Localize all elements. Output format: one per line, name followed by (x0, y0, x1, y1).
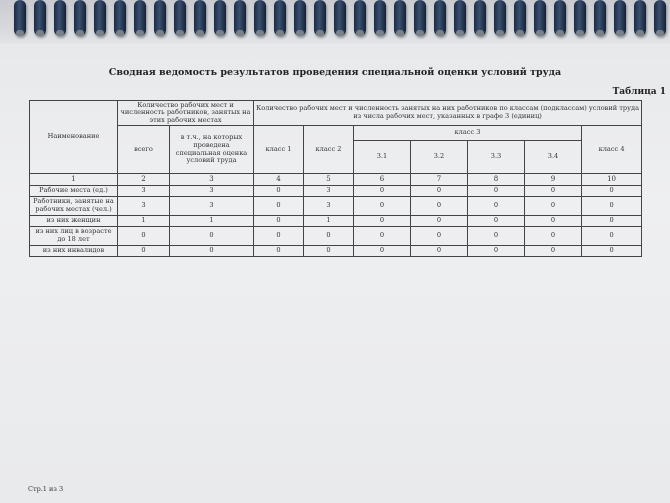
header-class4: класс 4 (582, 126, 642, 174)
row-label: из них женщин (30, 216, 118, 227)
table-cell: 0 (468, 216, 525, 227)
table-cell: 0 (582, 186, 642, 197)
table-cell: 0 (582, 197, 642, 216)
binding-hole (336, 30, 344, 36)
binding-hole (216, 30, 224, 36)
table-cell: 0 (411, 216, 468, 227)
column-number: 3 (170, 174, 254, 186)
column-number: 9 (525, 174, 582, 186)
spiral-binding (0, 0, 670, 44)
header-class3: класс 3 (354, 126, 582, 141)
binding-hole (36, 30, 44, 36)
row-label: Рабочие места (ед.) (30, 186, 118, 197)
table-cell: 0 (411, 197, 468, 216)
binding-hole (416, 30, 424, 36)
table-cell: 0 (525, 186, 582, 197)
table-cell: 0 (525, 246, 582, 257)
table-row (30, 246, 642, 257)
table-cell: 0 (468, 197, 525, 216)
binding-hole (656, 30, 664, 36)
table-cell: 0 (304, 227, 354, 246)
table-cell: 0 (582, 216, 642, 227)
table-cell: 3 (118, 197, 170, 216)
column-number: 1 (30, 174, 118, 186)
binding-hole (496, 30, 504, 36)
binding-hole (156, 30, 164, 36)
binding-hole (76, 30, 84, 36)
binding-hole (456, 30, 464, 36)
table-cell: 0 (354, 227, 411, 246)
binding-hole (436, 30, 444, 36)
table-label: Таблица 1 (612, 87, 666, 97)
table-cell: 0 (468, 246, 525, 257)
table-cell: 0 (468, 227, 525, 246)
binding-hole (276, 30, 284, 36)
binding-hole (16, 30, 24, 36)
column-number: 7 (411, 174, 468, 186)
binding-hole (96, 30, 104, 36)
binding-hole (116, 30, 124, 36)
column-number: 6 (354, 174, 411, 186)
binding-hole (596, 30, 604, 36)
binding-hole (256, 30, 264, 36)
header-sub32: 3.2 (411, 141, 468, 174)
table-cell: 0 (170, 246, 254, 257)
table-row (30, 227, 642, 246)
binding-hole (536, 30, 544, 36)
binding-hole (556, 30, 564, 36)
header-workplaces-group: Количество рабочих мест и численность работников, занятых на этих рабочих местах (118, 101, 254, 126)
table-cell: 0 (411, 227, 468, 246)
column-number: 2 (118, 174, 170, 186)
binding-hole (136, 30, 144, 36)
binding-hole (576, 30, 584, 36)
binding-hole (516, 30, 524, 36)
table-cell: 0 (468, 186, 525, 197)
row-label: Работники, занятые на рабочих местах (чел.) (30, 197, 118, 216)
table-cell: 0 (304, 246, 354, 257)
table-row (30, 216, 642, 227)
binding-hole (356, 30, 364, 36)
binding-hole (616, 30, 624, 36)
row-label: из них инвалидов (30, 246, 118, 257)
binding-hole (396, 30, 404, 36)
table-cell: 0 (411, 186, 468, 197)
header-name: Наименование (30, 101, 118, 174)
table-cell: 1 (118, 216, 170, 227)
header-sub34: 3.4 (525, 141, 582, 174)
header-class2: класс 2 (304, 126, 354, 174)
binding-hole (196, 30, 204, 36)
binding-hole (176, 30, 184, 36)
table-row (30, 186, 642, 197)
column-number: 5 (304, 174, 354, 186)
header-class1: класс 1 (254, 126, 304, 174)
summary-table (29, 100, 642, 257)
table-cell: 0 (354, 186, 411, 197)
table-row (30, 197, 642, 216)
binding-hole (376, 30, 384, 36)
table-cell: 3 (170, 197, 254, 216)
table-cell: 3 (118, 186, 170, 197)
binding-hole (316, 30, 324, 36)
header-assessed: в т.ч., на которых проведена специальная оценка условий труда (170, 126, 254, 174)
table-cell: 0 (354, 197, 411, 216)
table-cell: 0 (354, 216, 411, 227)
column-number: 4 (254, 174, 304, 186)
table-cell: 3 (304, 186, 354, 197)
table-cell: 0 (254, 197, 304, 216)
table-cell: 3 (170, 186, 254, 197)
column-number: 10 (582, 174, 642, 186)
column-number: 8 (468, 174, 525, 186)
table-cell: 0 (582, 227, 642, 246)
table-cell: 0 (254, 227, 304, 246)
table-cell: 0 (354, 246, 411, 257)
header-classes-group: Количество рабочих мест и численность занятых на них работников по классам (подклассам) условий труда из числа рабочих мест, указанных в графе 3 (единиц) (254, 101, 642, 126)
header-sub33: 3.3 (468, 141, 525, 174)
row-label: из них лиц в возрасте до 18 лет (30, 227, 118, 246)
binding-hole (476, 30, 484, 36)
binding-hole (296, 30, 304, 36)
document-title: Сводная ведомость результатов проведения специальной оценки условий труда (108, 67, 562, 78)
table-cell: 0 (254, 186, 304, 197)
binding-hole (236, 30, 244, 36)
table-cell: 3 (304, 197, 354, 216)
table-cell: 0 (254, 216, 304, 227)
table-cell: 0 (525, 216, 582, 227)
table-cell: 0 (118, 227, 170, 246)
header-sub31: 3.1 (354, 141, 411, 174)
table-cell: 0 (170, 227, 254, 246)
page-number: Стр.1 из 3 (28, 485, 64, 493)
table-cell: 1 (170, 216, 254, 227)
table-cell: 0 (582, 246, 642, 257)
table-cell: 0 (118, 246, 170, 257)
table-cell: 0 (525, 227, 582, 246)
header-total: всего (118, 126, 170, 174)
table-cell: 1 (304, 216, 354, 227)
binding-hole (56, 30, 64, 36)
table-cell: 0 (411, 246, 468, 257)
table-cell: 0 (525, 197, 582, 216)
binding-hole (636, 30, 644, 36)
table-cell: 0 (254, 246, 304, 257)
